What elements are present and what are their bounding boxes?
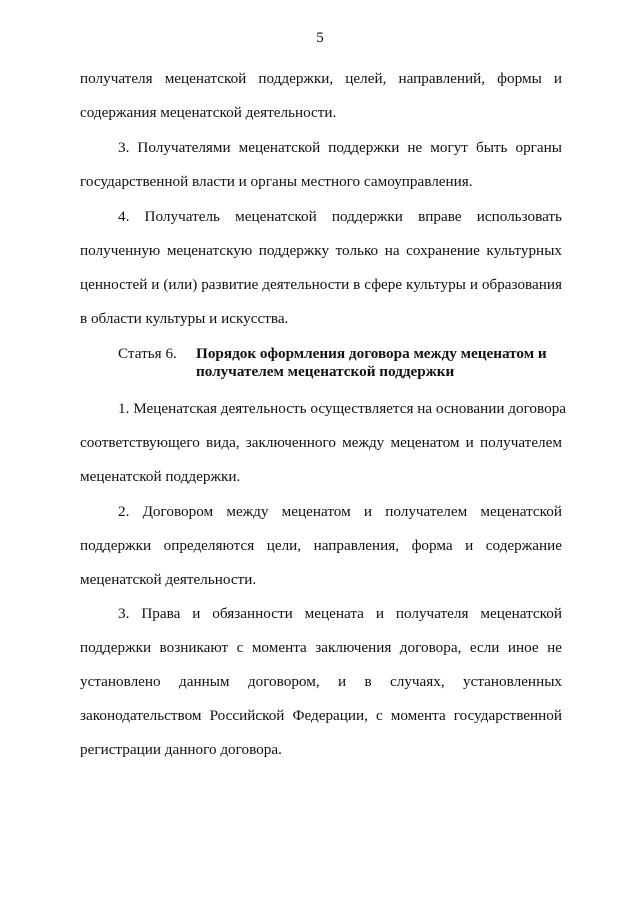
paragraph-line: 1. Меценатская деятельность осуществляется на основании договора [118, 400, 567, 417]
paragraph-continuation [80, 62, 562, 130]
paragraph-item-4 [80, 200, 562, 336]
article-paragraph-1 [80, 392, 567, 494]
paragraph-line: государственной власти и органы местного самоуправления. [80, 173, 473, 190]
paragraph-item-3 [80, 131, 562, 199]
paragraph-line: меценатской поддержки. [80, 468, 241, 485]
paragraph-line: ценностей и (или) развитие деятельности в сфере культуры и образования [80, 276, 562, 293]
paragraph-line: полученную меценатскую поддержку только на сохранение культурных [80, 242, 562, 259]
article-paragraph-2 [80, 495, 562, 597]
paragraph-line: поддержки определяются цели, направления, форма и содержание [80, 537, 562, 554]
paragraph-line: законодательством Российской Федерации, с момента государственной [80, 707, 562, 724]
paragraph-line: поддержки возникают с момента заключения договора, если иное не [80, 639, 562, 656]
paragraph-line: регистрации данного договора. [80, 741, 282, 758]
paragraph-line: 4. Получатель меценатской поддержки вправе использовать [118, 208, 562, 225]
paragraph-line: меценатской деятельности. [80, 571, 257, 588]
article-paragraph-3 [80, 597, 562, 767]
paragraph-line: 3. Права и обязанности мецената и получателя меценатской [118, 605, 562, 622]
paragraph-line: установлено данным договором, и в случаях, установленных [80, 673, 562, 690]
paragraph-line: в области культуры и искусства. [80, 310, 289, 327]
article-title-line: Порядок оформления договора между меценатом и [196, 345, 547, 362]
paragraph-line: содержания меценатской деятельности. [80, 104, 337, 121]
article-title-line: получателем меценатской поддержки [196, 363, 455, 380]
paragraph-line: 3. Получателями меценатской поддержки не могут быть органы [118, 139, 562, 156]
article-title [196, 345, 566, 381]
paragraph-line: получателя меценатской поддержки, целей, направлений, формы и [80, 70, 562, 87]
page-number: 5 [316, 30, 324, 46]
article-label: Статья 6. [118, 345, 177, 362]
paragraph-line: 2. Договором между меценатом и получателем меценатской [118, 503, 562, 520]
paragraph-line: соответствующего вида, заключенного между меценатом и получателем [80, 434, 562, 451]
